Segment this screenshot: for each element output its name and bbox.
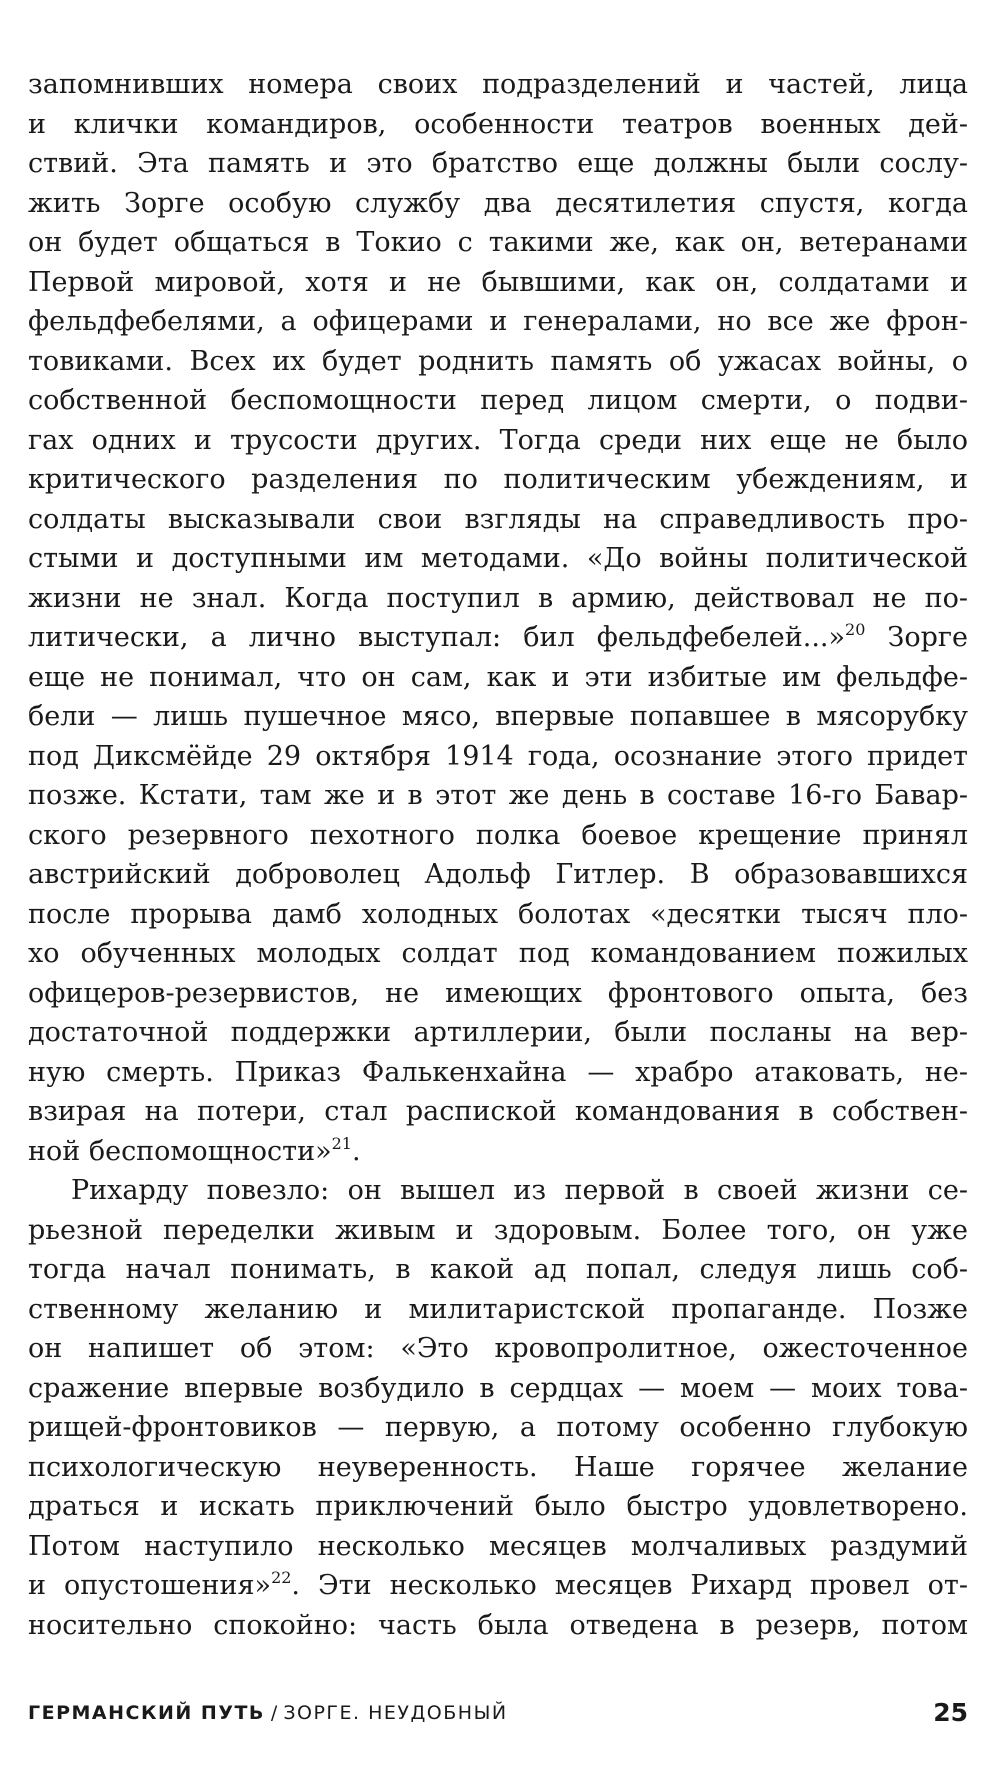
text-line: стыми и доступными им методами. «До войны политической bbox=[28, 543, 968, 574]
book-title: ЗОРГЕ. НЕУДОБНЫЙ bbox=[283, 1702, 508, 1724]
footnote-ref: 22 bbox=[271, 1568, 292, 1587]
text-fragment: литически, а лично выступал: бил фельдфебелей...» bbox=[28, 622, 846, 653]
text-fragment: ной беспомощности» bbox=[28, 1135, 332, 1167]
text-line: ского резервного пехотного полка боевое крещение принял bbox=[28, 819, 968, 851]
text-line bbox=[28, 1566, 968, 1606]
text-line: под Диксмёйде 29 октября 1914 года, осознание этого придет bbox=[28, 740, 968, 772]
text-line: Рихарду повезло: он вышел из первой в своей жизни се- bbox=[71, 1175, 968, 1206]
text-line: он будет общаться в Токио с такими же, как он, ветеранами bbox=[28, 227, 968, 258]
text-fragment: и опустошения» bbox=[28, 1570, 272, 1601]
text-line: критического разделения по политическим убеждениям, и bbox=[28, 464, 968, 495]
text-line: и клички командиров, особенности театров военных дей- bbox=[28, 108, 968, 140]
text-line: Первой мировой, хотя и не бывшими, как он, солдатами и bbox=[28, 266, 968, 298]
text-line: рищей-фронтовиков — первую, а потому особенно глубокую bbox=[28, 1412, 968, 1443]
text-line: товиками. Всех их будет роднить память об ужасах войны, о bbox=[28, 345, 968, 377]
body-text bbox=[28, 65, 968, 1645]
text-fragment: . Эти несколько месяцев Рихард провел от- bbox=[291, 1570, 968, 1601]
page-footer bbox=[28, 1698, 968, 1732]
text-line: жить Зорге особую службу два десятилетия спустя, когда bbox=[28, 187, 968, 219]
text-line: позже. Кстати, там же и в этот же день в составе 16-го Бавар- bbox=[28, 780, 968, 811]
text-line: ственному желанию и милитаристской пропаганде. Позже bbox=[28, 1293, 968, 1325]
text-line: еще не понимал, что он сам, как и эти избитые им фельдфе- bbox=[28, 661, 968, 693]
text-line: офицеров-резервистов, не имеющих фронтового опыта, без bbox=[28, 977, 968, 1009]
text-line: хо обученных молодых солдат под командованием пожилых bbox=[28, 938, 968, 969]
text-line: достаточной поддержки артиллерии, были посланы на вер- bbox=[28, 1017, 968, 1048]
text-line: ствий. Эта память и это братство еще должны были сослу- bbox=[28, 148, 968, 179]
running-title bbox=[28, 1702, 508, 1724]
text-line: бели — лишь пушечное мясо, впервые попавшее в мясорубку bbox=[28, 701, 968, 732]
text-line: фельдфебелями, а офицерами и генералами, но все же фрон- bbox=[28, 306, 968, 337]
footnote-ref: 21 bbox=[331, 1133, 352, 1153]
text-line: запомнивших номера своих подразделений и частей, лица bbox=[28, 69, 968, 100]
text-line: жизни не знал. Когда поступил в армию, действовал не по- bbox=[28, 582, 968, 614]
text-fragment: Зорге bbox=[865, 622, 968, 653]
text-line: австрийский доброволец Адольф Гитлер. В образовавшихся bbox=[28, 859, 968, 890]
text-line: собственной беспомощности перед лицом смерти, о подви- bbox=[28, 385, 968, 416]
text-line: гах одних и трусости других. Тогда среди них еще не было bbox=[28, 424, 968, 456]
text-line: он напишет об этом: «Это кровопролитное, ожесточенное bbox=[28, 1333, 968, 1364]
text-line: ную смерть. Приказ Фалькенхайна — храбро атаковать, не- bbox=[28, 1056, 968, 1088]
text-line: психологическую неуверенность. Наше горячее желание bbox=[28, 1451, 968, 1483]
text-fragment: . bbox=[351, 1135, 361, 1167]
text-line: после прорыва дамб холодных болотах «десятки тысяч пло- bbox=[28, 898, 968, 930]
text-line: рьезной переделки живым и здоровым. Более того, он уже bbox=[28, 1214, 968, 1246]
text-line: драться и искать приключений было быстро удовлетворено. bbox=[28, 1491, 968, 1522]
book-section-title: ГЕРМАНСКИЙ ПУТЬ bbox=[28, 1702, 265, 1724]
text-line: солдаты высказывали свои взгляды на справедливость про- bbox=[28, 503, 968, 535]
footnote-ref: 20 bbox=[845, 620, 866, 639]
title-separator: / bbox=[270, 1702, 278, 1724]
text-line: Потом наступило несколько месяцев молчаливых раздумий bbox=[28, 1530, 968, 1562]
text-line: тогда начал понимать, в какой ад попал, следуя лишь соб- bbox=[28, 1254, 968, 1285]
text-line bbox=[28, 1132, 968, 1172]
text-line: носительно спокойно: часть была отведена в резерв, потом bbox=[28, 1609, 968, 1641]
page-number: 25 bbox=[933, 1698, 968, 1727]
text-line: взирая на потери, стал распиской командования в собствен- bbox=[28, 1096, 968, 1127]
text-line bbox=[28, 618, 968, 658]
text-line: сражение впервые возбудило в сердцах — моем — моих това- bbox=[28, 1372, 968, 1404]
